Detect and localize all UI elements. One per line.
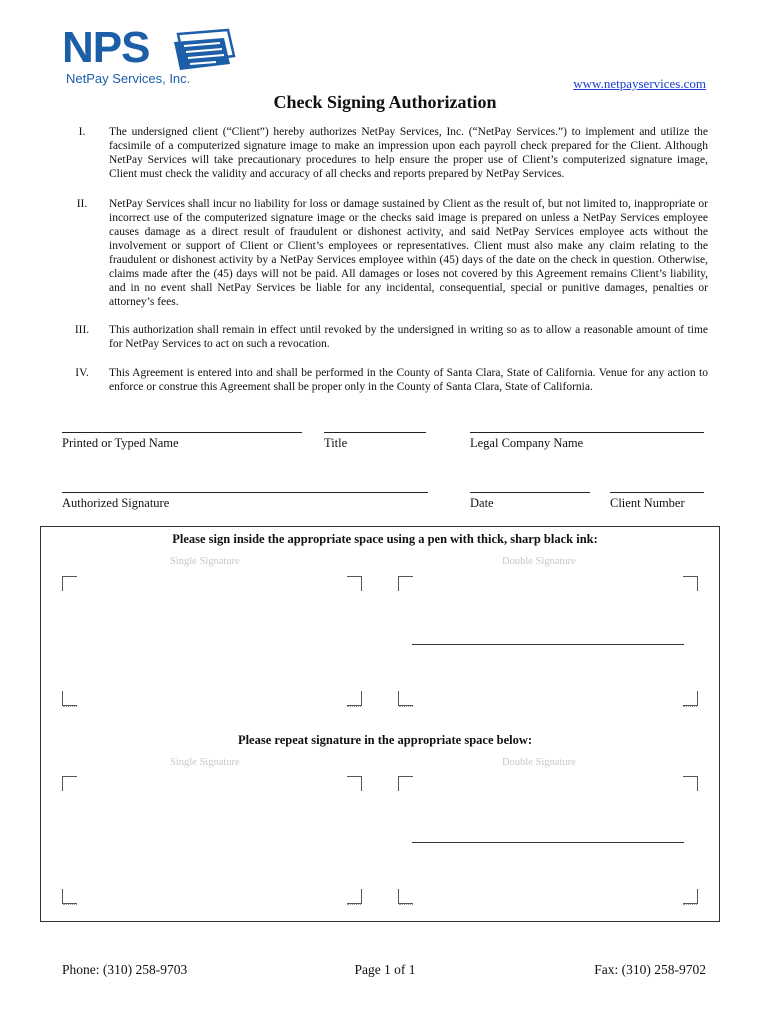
logo-company-name: NetPay Services, Inc. [66,71,191,86]
crop-mark-icon [398,889,413,904]
footer-fax: Fax: (310) 258-9702 [594,962,706,977]
double-signature-area[interactable] [398,576,698,706]
printed-name-label: Printed or Typed Name [62,436,179,450]
double-signature-divider [412,644,684,645]
clause-3 [62,323,708,351]
clause-number: III. [74,324,90,336]
double-signature-divider [412,842,684,843]
date-label: Date [470,496,494,510]
crop-mark-icon [347,576,362,591]
clause-2 [62,197,708,309]
clause-number: I. [78,126,86,138]
company-name-line[interactable] [470,432,704,433]
double-signature-caption: Double Signature [502,556,576,567]
footer-phone: Phone: (310) 258-9703 [62,962,188,977]
clause-text: This authorization shall remain in effect until revoked by the undersigned in writing so as to allow a reasonable amount of time for NetPay Services to act on such a revocation. [109,324,708,350]
crop-mark-icon [398,691,413,706]
website-link[interactable]: www.netpayservices.com [573,76,706,91]
single-signature-caption: Single Signature [170,556,240,567]
crop-mark-icon [683,691,698,706]
document-title: Check Signing Authorization [273,92,497,112]
date-line[interactable] [470,492,590,493]
document-stack-icon [172,28,236,72]
clause-1 [62,125,708,181]
client-number-line[interactable] [610,492,704,493]
title-label: Title [324,436,348,450]
logo-letters: NPS [62,23,150,72]
clause-4 [62,366,708,394]
authorized-signature-line[interactable] [62,492,428,493]
footer-page-number: Page 1 of 1 [354,962,416,977]
single-signature-caption: Single Signature [170,757,240,768]
clause-text: The undersigned client (“Client”) hereby authorizes NetPay Services, Inc. (“NetPay Services.”) to implement and utilize the facsimile of a computerized signature image to make an impression upon each payroll check prepared for the Client. Although NetPay Services will take precautionary procedures to help ensure the proper use of Client’s computerized signature image, Client must check the validity and accuracy of all checks and reports prepared by NetPay Services. [109,126,708,180]
crop-mark-icon [398,776,413,791]
crop-mark-icon [62,576,77,591]
repeat-signature-instruction: Please repeat signature in the appropriate space below: [237,733,533,747]
company-name-label: Legal Company Name [470,436,584,450]
clause-number: IV. [75,367,89,379]
clause-text: This Agreement is entered into and shall be performed in the County of Santa Clara, State of California. Venue for any action to enforce or construe this Agreement shall be proper only in the County of Santa Clara, State of California. [109,367,708,393]
crop-mark-icon [683,776,698,791]
crop-mark-icon [62,889,77,904]
double-signature-area[interactable] [398,776,698,904]
crop-mark-icon [683,889,698,904]
single-signature-area[interactable] [62,776,362,904]
title-line[interactable] [324,432,426,433]
crop-mark-icon [398,576,413,591]
crop-mark-icon [347,691,362,706]
signature-instruction: Please sign inside the appropriate space using a pen with thick, sharp black ink: [172,532,598,546]
crop-mark-icon [62,776,77,791]
client-number-label: Client Number [610,496,685,510]
clause-text: NetPay Services shall incur no liability for loss or damage sustained by Client as the result of, but not limited to, inappropriate or incorrect use of the computerized signature image or the checks said image is prepared on unless a NetPay Services employee causes damage as a direct result of fraudulent or dishonest activity, and said NetPay Services employee acts without the involvement or support of Client or Client’s employees or representatives. Client must also make any claim relating to the fraudulent or dishonest activity by a NetPay Services employee within (45) days of the date on the check in question. Otherwise, claims made after the (45) days will not be paid. All damages or loses not covered by this Agreement remains Client’s liability, and in no event shall NetPay Services be liable for any incidental, consequential, special or punitive damages, penalties or attorney’s fees. [109,198,708,308]
crop-mark-icon [62,691,77,706]
crop-mark-icon [347,889,362,904]
single-signature-area[interactable] [62,576,362,706]
authorized-signature-label: Authorized Signature [62,496,170,510]
double-signature-caption: Double Signature [502,757,576,768]
printed-name-line[interactable] [62,432,302,433]
clause-number: II. [76,198,88,210]
crop-mark-icon [347,776,362,791]
crop-mark-icon [683,576,698,591]
